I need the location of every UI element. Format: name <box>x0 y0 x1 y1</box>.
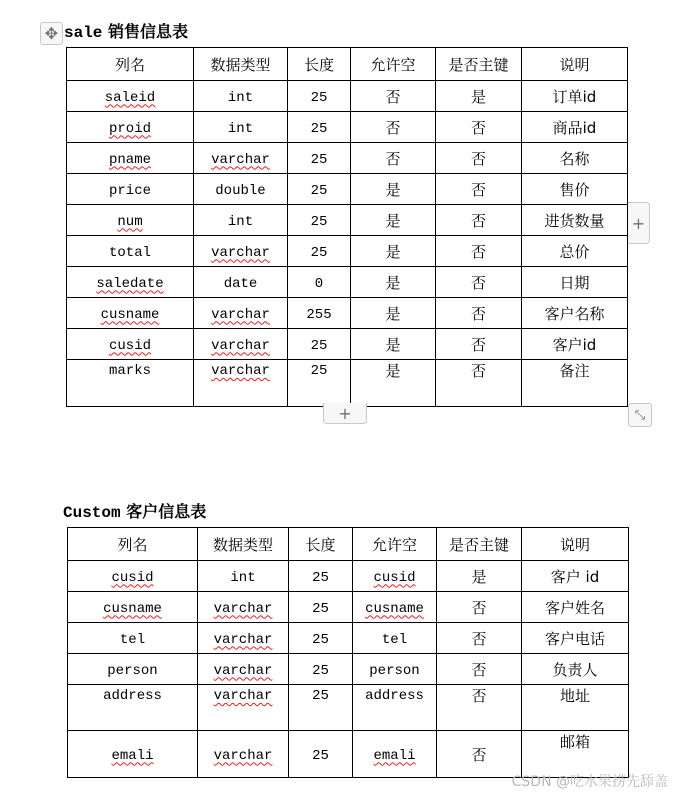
cell[interactable] <box>353 731 437 778</box>
cell[interactable] <box>437 623 522 654</box>
cell-text: 客户 id <box>550 567 600 586</box>
cell[interactable] <box>351 360 436 407</box>
plus-icon: + <box>631 213 646 233</box>
cell[interactable] <box>289 623 353 654</box>
cell-text: address <box>103 688 162 704</box>
cell[interactable] <box>522 329 628 360</box>
table-row <box>67 298 628 329</box>
cell-text: 售价 <box>559 180 590 199</box>
sale-title-en: sale <box>64 24 103 42</box>
cell[interactable] <box>522 143 628 174</box>
cell[interactable] <box>353 592 437 623</box>
cell-text: 25 <box>312 747 329 764</box>
cell[interactable] <box>522 561 629 592</box>
cell-text: cusid <box>373 569 416 586</box>
cell[interactable] <box>194 174 288 205</box>
cell[interactable] <box>67 205 194 236</box>
cell-text: cusname <box>365 600 424 617</box>
header-cell: 说明 <box>522 48 628 81</box>
custom-table <box>67 527 629 778</box>
cell-text: 25 <box>310 363 328 379</box>
cell-text: marks <box>108 363 151 379</box>
cell-text: 25 <box>312 600 329 617</box>
cell[interactable] <box>351 298 436 329</box>
cell-text: 25 <box>310 89 328 106</box>
cell-text: varchar <box>211 363 270 379</box>
cell[interactable] <box>289 685 353 731</box>
cell[interactable] <box>194 205 288 236</box>
cell-text: 是 <box>385 180 401 199</box>
cell-text: 地址 <box>559 687 590 705</box>
sale-title-cn: 销售信息表 <box>107 22 188 41</box>
table-row <box>68 592 629 623</box>
table-row <box>68 685 629 731</box>
cell[interactable] <box>198 654 289 685</box>
cell[interactable] <box>288 205 351 236</box>
table-row <box>67 143 628 174</box>
cell[interactable] <box>436 360 522 407</box>
cell-text: 25 <box>312 631 329 648</box>
cell[interactable] <box>288 81 351 112</box>
cell[interactable] <box>436 143 522 174</box>
cell[interactable] <box>351 236 436 267</box>
table-move-handle[interactable] <box>40 22 63 45</box>
cell-text: 否 <box>471 745 487 764</box>
cell[interactable] <box>194 81 288 112</box>
cell-text: int <box>227 120 254 137</box>
cell-text: 客户id <box>552 335 597 354</box>
cell-text: 是 <box>471 567 487 586</box>
cell[interactable] <box>288 236 351 267</box>
custom-table-title <box>63 502 206 523</box>
cell[interactable] <box>351 112 436 143</box>
table-row <box>67 174 628 205</box>
cell-text: 是 <box>470 87 486 106</box>
cell[interactable] <box>437 685 522 731</box>
cell-text: cusname <box>100 306 160 323</box>
cell[interactable] <box>288 174 351 205</box>
cell[interactable] <box>436 205 522 236</box>
cell-text: 0 <box>314 275 324 292</box>
cell-text: 否 <box>471 687 487 705</box>
cell-text: saleid <box>104 89 156 106</box>
cell[interactable] <box>288 329 351 360</box>
cell-text: 25 <box>310 244 328 261</box>
cell-text: 255 <box>306 306 332 323</box>
cell[interactable] <box>198 731 289 778</box>
cell-text: 25 <box>310 337 328 354</box>
cell-text: emali <box>111 747 154 764</box>
cell-text: varchar <box>211 151 270 168</box>
cell[interactable] <box>436 267 522 298</box>
cell[interactable] <box>522 267 628 298</box>
cell-text: 否 <box>470 304 486 323</box>
cell[interactable] <box>198 685 289 731</box>
cell-text: 是 <box>385 304 401 323</box>
cell[interactable] <box>437 561 522 592</box>
header-cell: 长度 <box>288 48 351 81</box>
cell-text: total <box>108 244 151 261</box>
cell-text: 否 <box>385 87 401 106</box>
cell[interactable] <box>288 112 351 143</box>
cell-text: 25 <box>310 120 328 137</box>
cell-text: 是 <box>385 211 401 230</box>
cell-text: 25 <box>310 182 328 199</box>
cell[interactable] <box>522 81 628 112</box>
header-cell: 数据类型 <box>198 528 289 561</box>
cell[interactable] <box>289 654 353 685</box>
cell-text: saledate <box>96 275 164 292</box>
cell-text: 否 <box>470 149 486 168</box>
cell[interactable] <box>194 267 288 298</box>
cell-text: 备注 <box>559 362 590 380</box>
cell[interactable] <box>353 561 437 592</box>
cell[interactable] <box>68 623 198 654</box>
cell-text: 否 <box>470 180 486 199</box>
table-header-row <box>67 48 628 81</box>
table-row <box>67 329 628 360</box>
cell[interactable] <box>67 143 194 174</box>
cell-text: 25 <box>312 569 329 586</box>
cell[interactable] <box>67 298 194 329</box>
cell-text: 否 <box>470 335 486 354</box>
cell-text: 订单id <box>552 87 597 106</box>
cell[interactable] <box>68 685 198 731</box>
cell-text: 25 <box>310 151 328 168</box>
cell-text: int <box>227 89 254 106</box>
cell[interactable] <box>436 329 522 360</box>
cell[interactable] <box>194 236 288 267</box>
header-cell: 允许空 <box>353 528 437 561</box>
cell-text: 名称 <box>559 149 590 168</box>
table-row <box>67 267 628 298</box>
cell[interactable] <box>522 236 628 267</box>
header-cell: 是否主键 <box>437 528 522 561</box>
cell-text: 客户电话 <box>544 629 605 648</box>
cell[interactable] <box>288 143 351 174</box>
cell-text: proid <box>108 120 151 137</box>
cell[interactable] <box>351 174 436 205</box>
cell-text: 负责人 <box>552 660 598 679</box>
plus-icon: + <box>338 403 352 423</box>
table-header-row <box>68 528 629 561</box>
cell[interactable] <box>288 360 351 407</box>
resize-arrows-icon: ⤡ <box>634 407 646 423</box>
cell-text: num <box>117 213 143 230</box>
cell-text: person <box>369 662 420 679</box>
cell-text: varchar <box>213 688 273 704</box>
cell[interactable] <box>351 267 436 298</box>
cell-text: person <box>107 662 158 679</box>
cell[interactable] <box>67 236 194 267</box>
cell-text: tel <box>119 631 146 648</box>
cell-text: 否 <box>471 660 487 679</box>
cell-text: 是 <box>385 273 401 292</box>
cell-text: tel <box>381 631 408 648</box>
cell-text: 是 <box>385 335 401 354</box>
cell[interactable] <box>194 360 288 407</box>
cell[interactable] <box>351 329 436 360</box>
cell-text: pname <box>108 151 151 168</box>
cell[interactable] <box>194 298 288 329</box>
cell-text: 日期 <box>559 273 590 292</box>
cell-text: double <box>215 182 266 199</box>
cell[interactable] <box>437 731 522 778</box>
header-cell: 允许空 <box>351 48 436 81</box>
cell[interactable] <box>288 267 351 298</box>
cell[interactable] <box>289 561 353 592</box>
cell-text: 25 <box>312 688 329 704</box>
header-cell: 说明 <box>522 528 629 561</box>
table-row <box>67 360 628 407</box>
move-arrows-icon: ✥ <box>44 24 59 43</box>
cell-text: 是 <box>385 362 401 380</box>
cell-text: varchar <box>213 747 273 764</box>
cell[interactable] <box>194 112 288 143</box>
cell-text: cusid <box>108 337 151 354</box>
cell-text: date <box>223 275 258 292</box>
cell[interactable] <box>198 561 289 592</box>
add-row-button[interactable] <box>323 403 367 424</box>
cell[interactable] <box>353 654 437 685</box>
cell[interactable] <box>68 592 198 623</box>
cell-text: address <box>365 688 424 704</box>
cell[interactable] <box>522 360 628 407</box>
cell-text: varchar <box>211 244 270 261</box>
cell-text: cusid <box>111 569 154 586</box>
table-row <box>68 623 629 654</box>
cell[interactable] <box>522 623 629 654</box>
cell-text: 25 <box>312 662 329 679</box>
table-row <box>67 112 628 143</box>
cell[interactable] <box>289 592 353 623</box>
cell[interactable] <box>198 623 289 654</box>
cell[interactable] <box>68 654 198 685</box>
cell-text: varchar <box>211 306 270 323</box>
cell[interactable] <box>522 112 628 143</box>
header-cell: 列名 <box>67 48 194 81</box>
cell-text: 否 <box>385 149 401 168</box>
cell-text: price <box>108 182 151 199</box>
cell-text: int <box>230 569 256 586</box>
header-cell: 长度 <box>289 528 353 561</box>
cell[interactable] <box>436 112 522 143</box>
cell[interactable] <box>194 143 288 174</box>
cell[interactable] <box>522 205 628 236</box>
cell-text: cusname <box>103 600 162 617</box>
cell[interactable] <box>522 654 629 685</box>
cell-text: 否 <box>470 362 486 380</box>
cell[interactable] <box>436 174 522 205</box>
cell-text: 邮箱 <box>559 733 590 751</box>
cell[interactable] <box>194 329 288 360</box>
cell-text: 否 <box>470 118 486 137</box>
table-row <box>68 654 629 685</box>
cell[interactable] <box>198 592 289 623</box>
cell-text: 否 <box>385 118 401 137</box>
header-cell: 列名 <box>68 528 198 561</box>
cell[interactable] <box>436 298 522 329</box>
cell[interactable] <box>68 731 198 778</box>
cell-text: varchar <box>213 600 273 617</box>
cell-text: 否 <box>470 211 486 230</box>
cell-text: varchar <box>211 337 270 354</box>
cell-text: 客户名称 <box>544 304 605 323</box>
cell[interactable] <box>351 143 436 174</box>
cell-text: varchar <box>213 631 273 648</box>
cell[interactable] <box>436 236 522 267</box>
watermark: CSDN @吃水果捞先舔盖 <box>511 774 668 790</box>
table-resize-handle[interactable] <box>628 403 652 427</box>
cell[interactable] <box>67 112 194 143</box>
cell[interactable] <box>68 561 198 592</box>
cell[interactable] <box>67 174 194 205</box>
cell[interactable] <box>437 654 522 685</box>
cell[interactable] <box>522 298 628 329</box>
cell[interactable] <box>522 592 629 623</box>
table-row <box>67 205 628 236</box>
cell-text: 总价 <box>559 242 590 261</box>
sale-table <box>66 47 628 407</box>
cell[interactable] <box>67 267 194 298</box>
cell[interactable] <box>288 298 351 329</box>
cell-text: 进货数量 <box>544 211 605 230</box>
header-cell: 数据类型 <box>194 48 288 81</box>
cell-text: int <box>227 213 254 230</box>
cell[interactable] <box>522 174 628 205</box>
cell-text: 是 <box>385 242 401 261</box>
cell[interactable] <box>437 592 522 623</box>
cell[interactable] <box>353 685 437 731</box>
cell-text: 否 <box>470 273 486 292</box>
cell[interactable] <box>67 360 194 407</box>
custom-title-cn: 客户信息表 <box>126 502 207 521</box>
cell[interactable] <box>67 329 194 360</box>
cell[interactable] <box>67 81 194 112</box>
cell-text: 否 <box>471 629 487 648</box>
table-row <box>67 236 628 267</box>
cell-text: 商品id <box>552 118 597 137</box>
header-cell: 是否主键 <box>436 48 522 81</box>
cell[interactable] <box>353 623 437 654</box>
cell[interactable] <box>351 205 436 236</box>
custom-title-en: Custom <box>63 504 121 522</box>
cell-text: varchar <box>213 662 273 679</box>
cell[interactable] <box>522 685 629 731</box>
cell[interactable] <box>436 81 522 112</box>
cell[interactable] <box>289 731 353 778</box>
sale-table-title <box>64 22 188 43</box>
cell-text: 客户姓名 <box>544 598 605 617</box>
add-column-button[interactable] <box>628 202 650 244</box>
table-row <box>67 81 628 112</box>
cell-text: 否 <box>470 242 486 261</box>
cell-text: emali <box>373 747 416 764</box>
cell[interactable] <box>351 81 436 112</box>
cell-text: 25 <box>310 213 328 230</box>
table-row <box>68 561 629 592</box>
cell-text: 否 <box>471 598 487 617</box>
